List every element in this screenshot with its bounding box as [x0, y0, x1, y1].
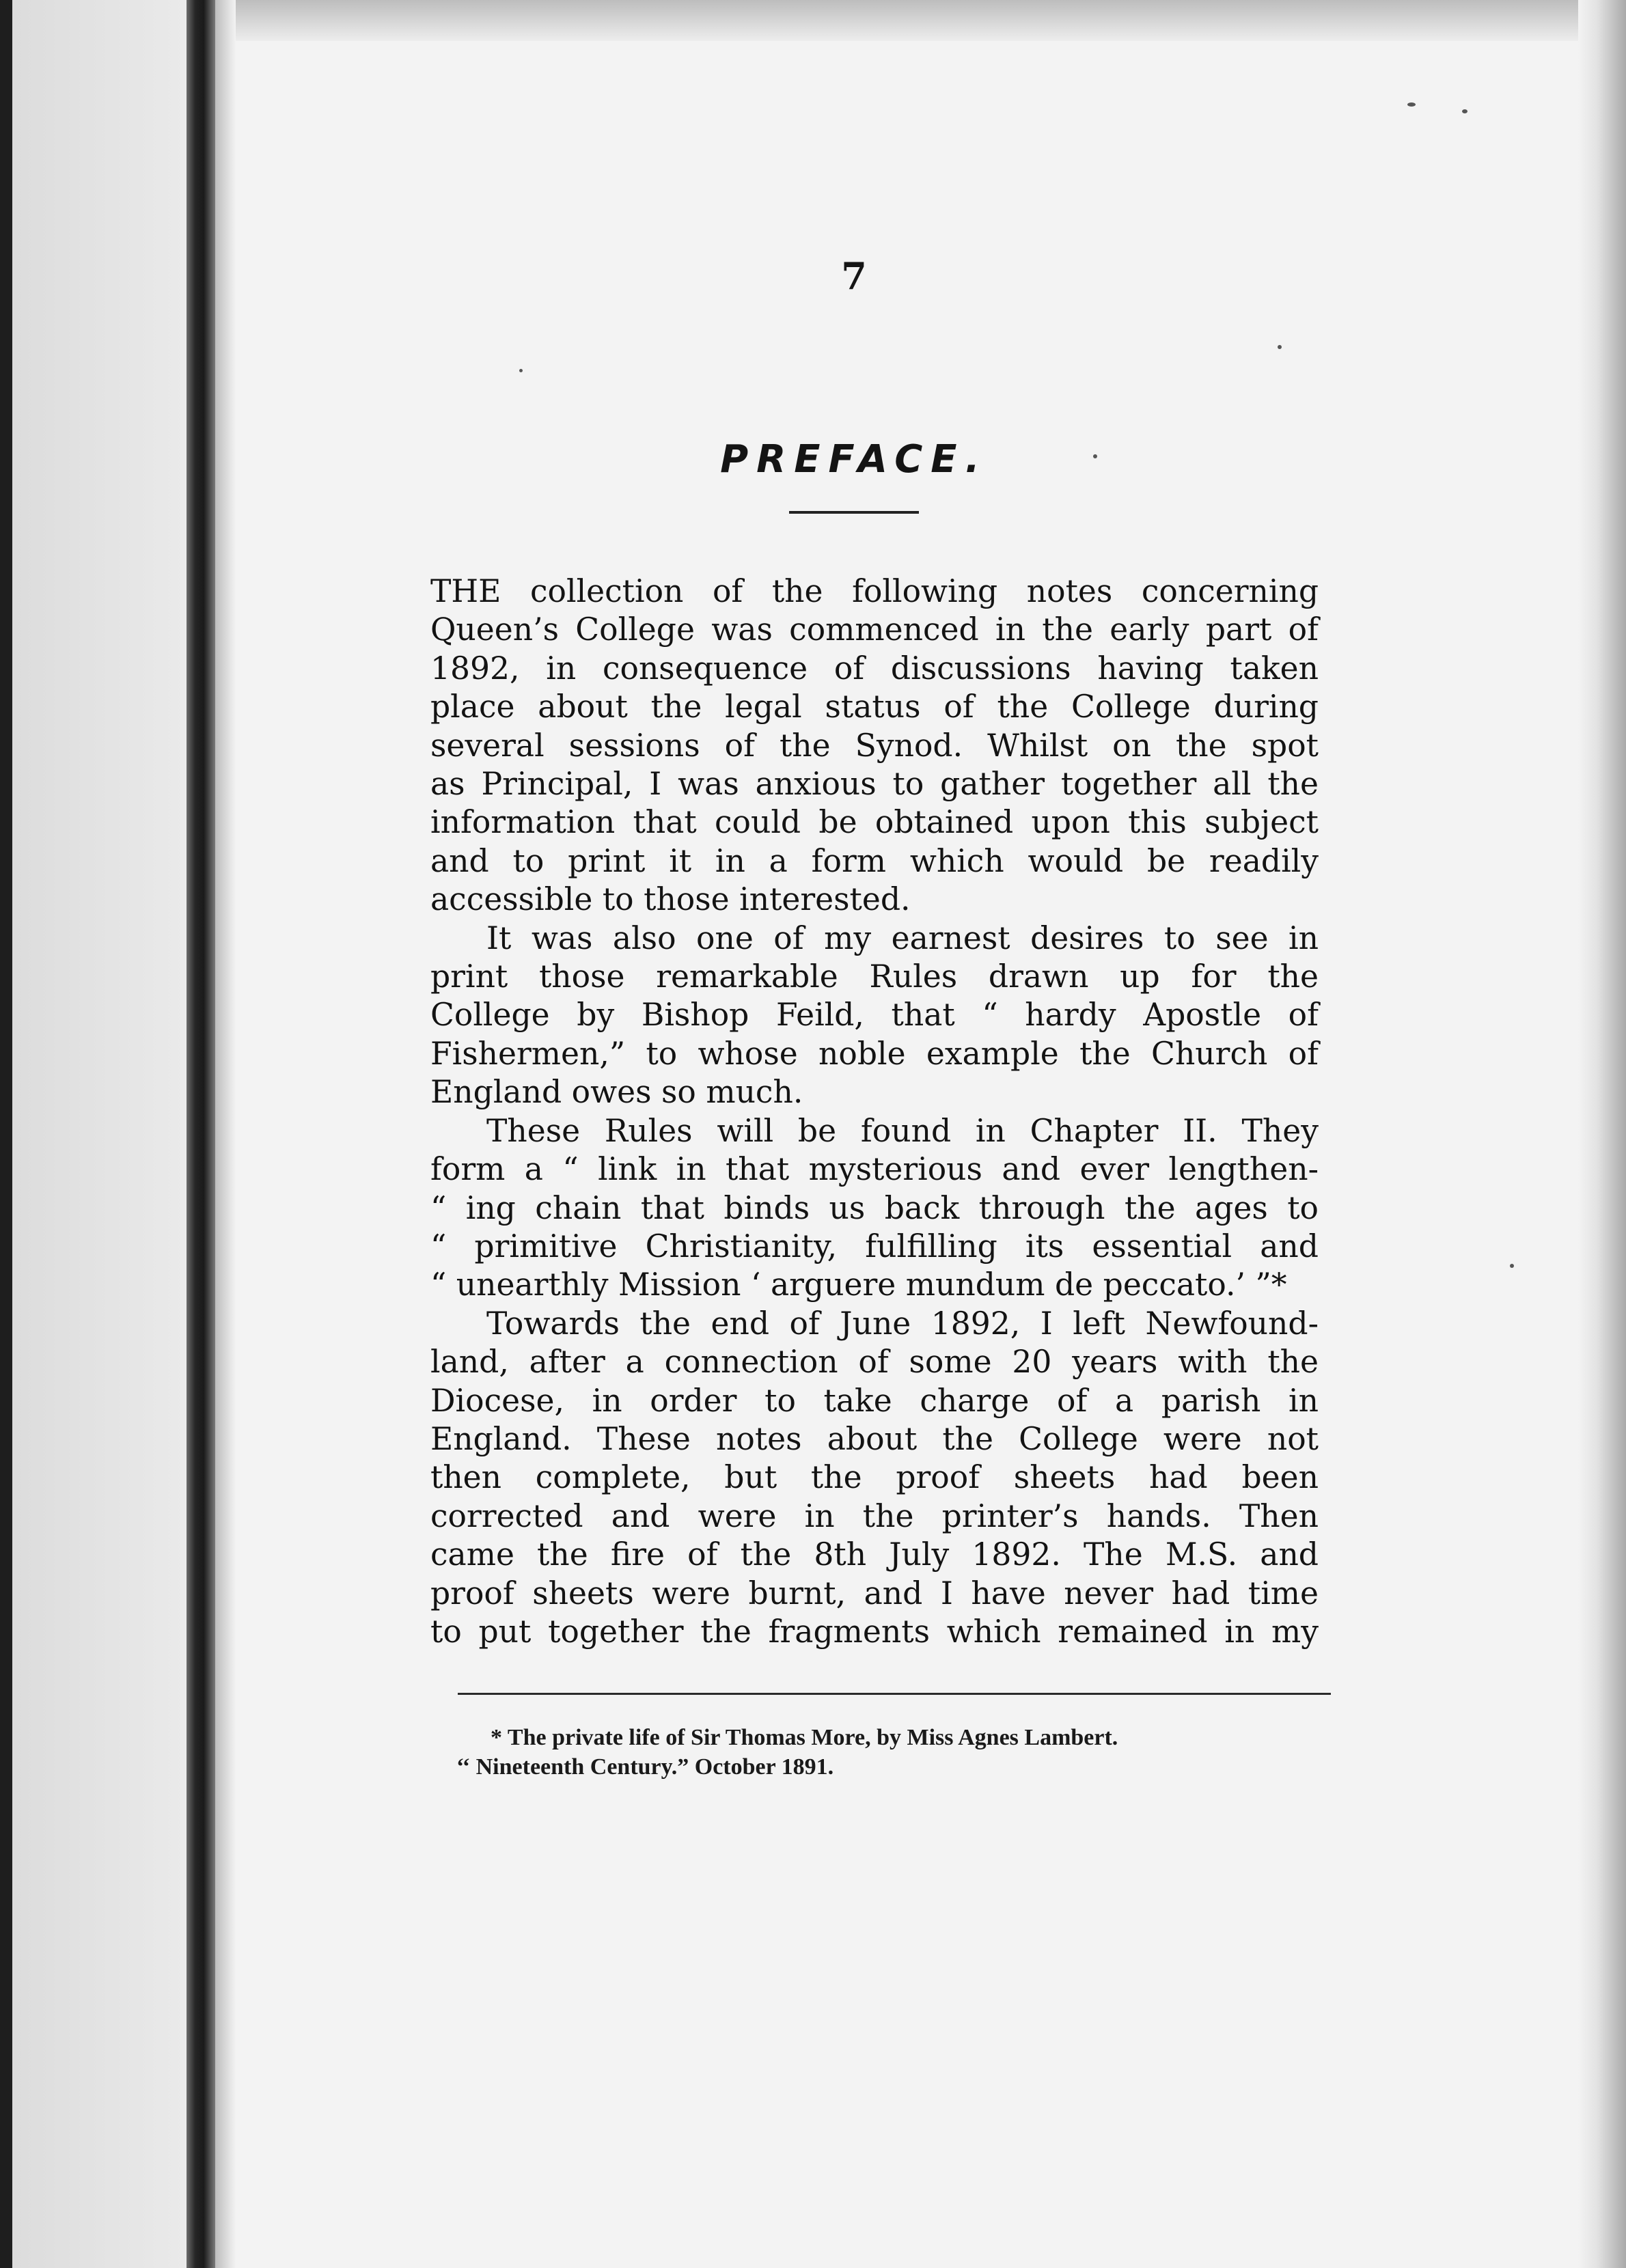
footnote-line: * The private life of Sir Thomas More, by Miss Agnes Lambert. [491, 1725, 1118, 1750]
text-line: then complete, but the proof sheets had been [430, 1459, 1319, 1496]
top-edge-shadow [0, 0, 1626, 41]
footnote [456, 1723, 1345, 1782]
paper-speck [519, 369, 523, 372]
paper-speck [1407, 102, 1416, 107]
page-number: 7 [841, 254, 867, 298]
left-page-edge [0, 0, 12, 2268]
right-page-edge [1578, 0, 1626, 2268]
footnote-line: ‘‘ Nineteenth Century.” October 1891. [456, 1754, 834, 1780]
paper-speck [1278, 345, 1282, 349]
text-line: England owes so much. [430, 1074, 803, 1111]
book-binding-gutter [187, 0, 215, 2268]
text-line: land, after a connection of some 20 years with the [430, 1344, 1319, 1381]
text-line: form a “ link in that mysterious and ever lengthen- [430, 1151, 1319, 1188]
paper-speck [1510, 1264, 1514, 1268]
text-line: Towards the end of June 1892, I left Newfound- [486, 1305, 1319, 1342]
text-line: as Principal, I was anxious to gather together all the [430, 766, 1319, 803]
text-line: “ ing chain that binds us back through the ages to [430, 1189, 1319, 1226]
text-line: Queen’s College was commenced in the early part of [430, 611, 1319, 648]
facing-page-margin [12, 0, 187, 2268]
text-line: College by Bishop Feild, that “ hardy Apostle of [430, 997, 1319, 1034]
text-line: It was also one of my earnest desires to see in [486, 919, 1319, 956]
paper-speck [1093, 454, 1097, 458]
text-line: THE collection of the following notes concerning [430, 573, 1319, 609]
text-line: came the fire of the 8th July 1892. The M.S. and [430, 1536, 1319, 1573]
title-underline [789, 511, 919, 514]
text-line: proof sheets were burnt, and I have never had time [430, 1575, 1319, 1612]
paper-speck [1462, 109, 1467, 113]
text-line: “ primitive Christianity, fulfilling its essential and [430, 1228, 1319, 1264]
text-line: England. These notes about the College were not [430, 1420, 1319, 1457]
preface-body [430, 572, 1319, 1651]
text-line: to put together the fragments which remained in my [430, 1613, 1319, 1650]
gutter-shadow [215, 0, 236, 2268]
text-line: several sessions of the Synod. Whilst on the spot [430, 727, 1319, 764]
text-line: and to print it in a form which would be readily [430, 842, 1319, 879]
text-line: accessible to those interested. [430, 881, 911, 918]
text-line: corrected and were in the printer’s hands. Then [430, 1497, 1319, 1534]
footnote-divider [458, 1693, 1331, 1695]
page-title: PREFACE. [720, 437, 988, 482]
text-line: information that could be obtained upon this subject [430, 804, 1319, 841]
text-line: Fishermen,” to whose noble example the Church of [430, 1035, 1319, 1072]
text-line: print those remarkable Rules drawn up for the [430, 958, 1319, 995]
text-line: Diocese, in order to take charge of a parish in [430, 1382, 1319, 1419]
text-line: These Rules will be found in Chapter II. They [486, 1112, 1319, 1149]
text-line: “ unearthly Mission ‘ arguere mundum de peccato.’ ”* [430, 1267, 1287, 1303]
text-line: 1892, in consequence of discussions having taken [430, 650, 1319, 687]
text-line: place about the legal status of the College during [430, 689, 1319, 725]
